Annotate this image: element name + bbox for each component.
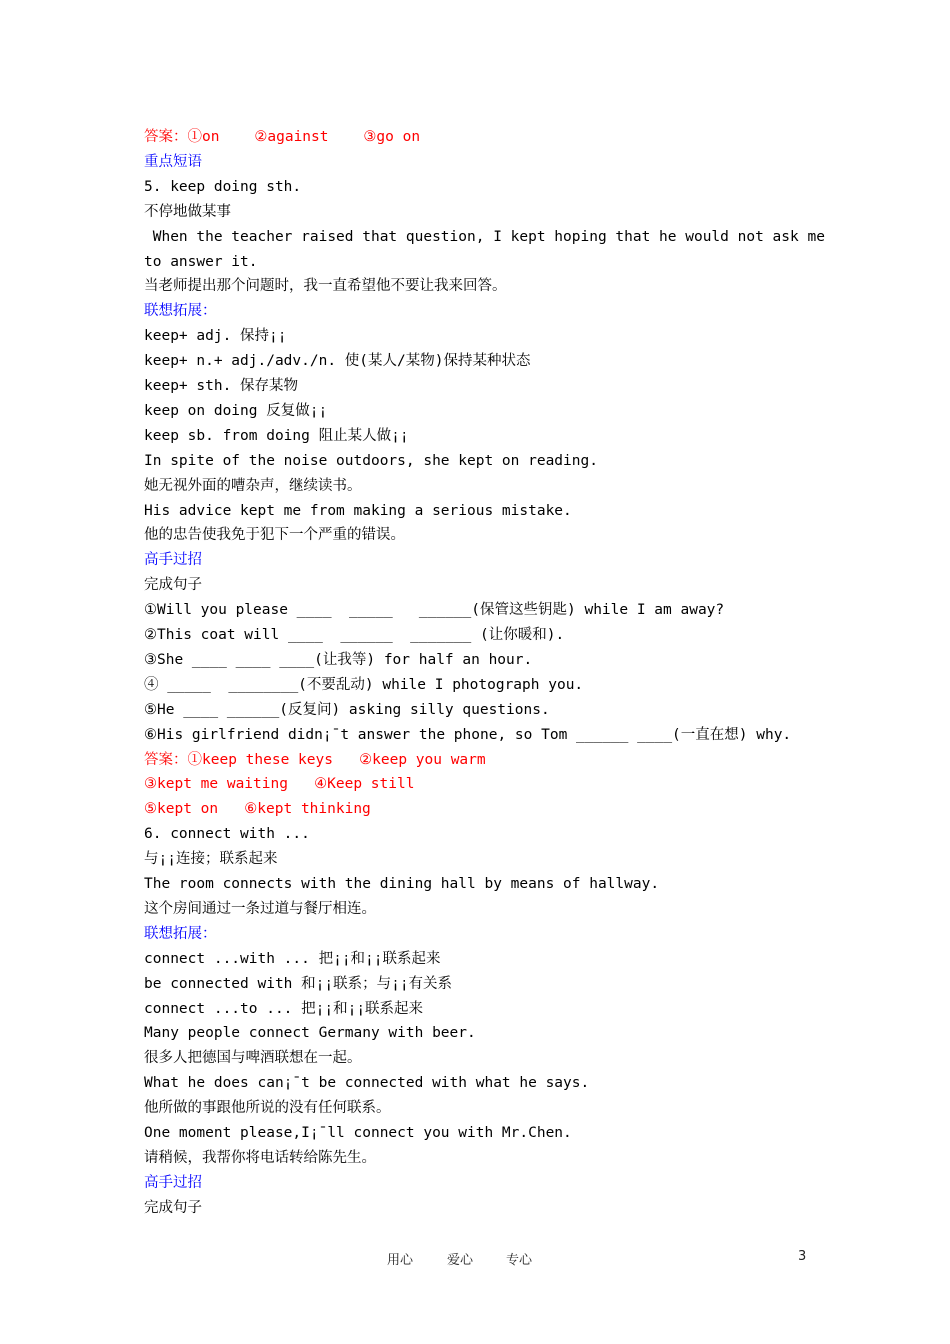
text-line: 完成句子 [144,1199,202,1216]
footer-motto-1: 用心 [387,1253,414,1268]
text-line: be connected with 和¡¡联系；与¡¡有关系 [144,975,453,992]
text-line: 联想拓展： [144,303,217,320]
text-line: keep on doing 反复做¡¡ [144,402,328,419]
text-line: 高手过招 [144,1174,202,1191]
text-line: 与¡¡连接；联系起来 [144,851,278,868]
text-line: 他的忠告使我免于犯下一个严重的错误。 [144,527,405,544]
text-line: ③kept me waiting ④Keep still [144,776,415,793]
text-line: connect ...with ... 把¡¡和¡¡联系起来 [144,950,441,967]
text-line: 联想拓展： [144,925,217,942]
text-line: ②This coat will ____ ______ _______ (让你暖和). [144,627,565,643]
text-line: keep+ adj. 保持¡¡ [144,328,287,345]
text-line: ④ _____ ________(不要乱动) while I photograph you. [144,676,584,693]
footer-motto-2: 爱心 [447,1253,474,1268]
text-line: ⑥His girlfriend didn¡¯t answer the phone, so Tom ______ ____(一直在想) why. [144,726,792,743]
text-line: 6. connect with ... [144,826,310,843]
text-line: One moment please,I¡¯ll connect you with Mr.Chen. [144,1125,572,1141]
text-line: to answer it. [144,253,258,270]
page-number: 3 [798,1249,807,1264]
text-line: keep+ sth. 保存某物 [144,378,299,394]
text-line: 不停地做某事 [144,203,231,220]
text-line: Many people connect Germany with beer. [144,1025,476,1042]
text-line: 完成句子 [144,577,202,594]
text-line: 这个房间通过一条过道与餐厅相连。 [144,900,376,917]
text-line: connect ...to ... 把¡¡和¡¡联系起来 [144,1000,424,1017]
text-line: 当老师提出那个问题时，我一直希望他不要让我来回答。 [144,278,507,295]
text-line: 高手过招 [144,552,202,569]
text-line: ①Will you please ____ _____ ______(保管这些钥匙) while I am away? [144,602,725,619]
text-line: ③She ____ ____ ____(让我等) for half an hour. [144,651,533,668]
text-line: In spite of the noise outdoors, she kept on reading. [144,452,598,469]
text-line: ⑤kept on ⑥kept thinking [144,801,371,818]
text-line: What he does can¡¯t be connected with what he says. [144,1075,590,1092]
text-line: The room connects with the dining hall by means of hallway. [144,876,660,892]
text-line: keep+ n.+ adj./adv./n. 使(某人/某物)保持某种状态 [144,353,531,370]
text-line: ⑤He ____ ______(反复问) asking silly questions. [144,701,550,718]
text-line: 请稍候，我帮你将电话转给陈先生。 [144,1149,376,1166]
text-line: When the teacher raised that question, I kept hoping that he would not ask me [144,228,825,245]
text-line: 他所做的事跟他所说的没有任何联系。 [144,1100,391,1117]
text-line: His advice kept me from making a serious mistake. [144,502,572,519]
text-line: 她无视外面的嘈杂声，继续读书。 [144,477,362,494]
text-line: 5. keep doing sth. [144,178,302,195]
text-line: 答案：①on ②against ③go on [144,129,421,145]
text-line: 很多人把德国与啤酒联想在一起。 [144,1050,362,1067]
footer-motto-3: 专心 [506,1253,533,1268]
text-line: keep sb. from doing 阻止某人做¡¡ [144,427,409,444]
text-line: 重点短语 [144,153,202,170]
text-line: 答案：①keep these keys ②keep you warm [144,751,486,768]
